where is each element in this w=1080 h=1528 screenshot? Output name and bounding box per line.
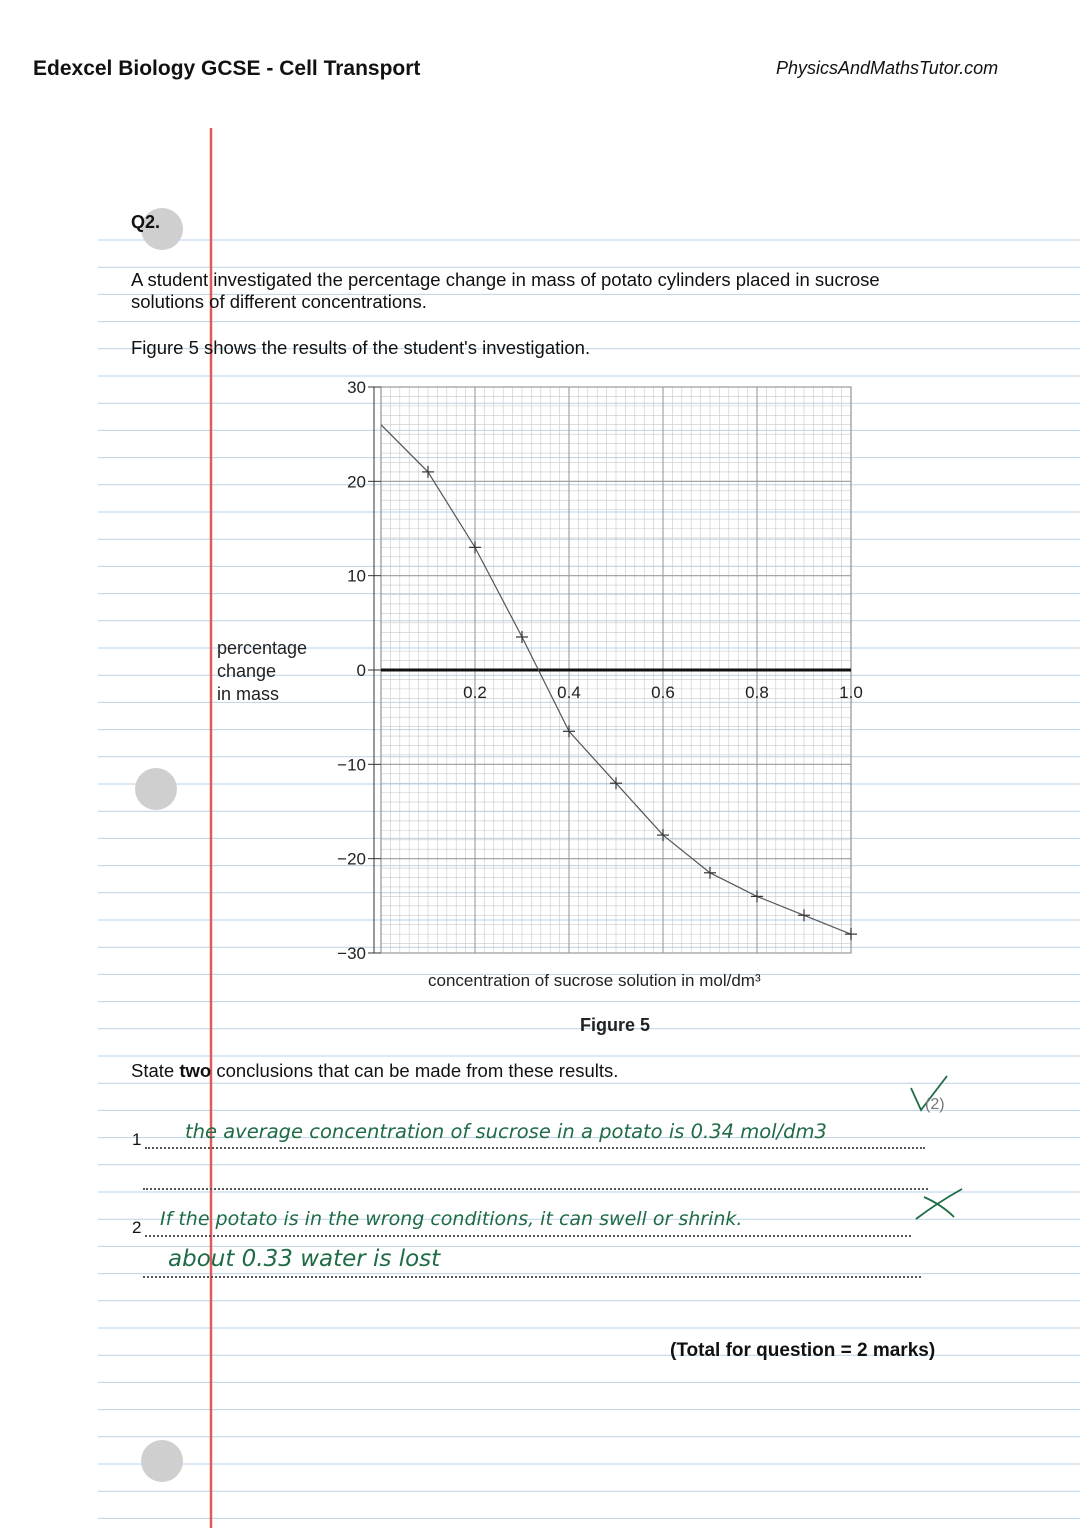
answer-2-dotted-line (145, 1235, 911, 1237)
answer-2-number: 2 (132, 1218, 142, 1237)
y-tick-label: 0 (356, 661, 366, 680)
chart-x-tick-labels (463, 683, 863, 702)
data-point-cross (798, 909, 810, 921)
document-title: Edexcel Biology GCSE - Cell Transport (33, 57, 421, 80)
x-tick-label: 0.4 (557, 683, 581, 702)
data-point-cross (751, 890, 763, 902)
data-point-cross (845, 928, 857, 940)
answer-1-handwriting: the average concentration of sucrose in a potato is 0.34 mol/dm3 (185, 1120, 827, 1143)
series-points (422, 466, 857, 940)
data-point-cross (704, 867, 716, 879)
chart-y-axis-ticks (368, 387, 381, 953)
x-tick-label: 0.2 (463, 683, 487, 702)
answer-blank-dotted-line (143, 1188, 928, 1190)
y-tick-label: 20 (347, 472, 366, 492)
x-tick-label: 1.0 (839, 683, 863, 702)
question-marks: (2) (925, 1096, 945, 1113)
y-tick-label: −10 (337, 755, 366, 775)
answer-1-dotted-line (145, 1147, 925, 1149)
y-tick-label: −20 (337, 849, 366, 869)
data-point-cross (469, 541, 481, 553)
chart-y-axis-label-line-3: in mass (217, 684, 280, 704)
answer-1-number: 1 (132, 1130, 142, 1149)
question-stem-line-2: solutions of different concentrations. (131, 291, 427, 312)
question-stem-line-1: A student investigated the percentage change in mass of potato cylinders placed in sucrose (131, 269, 880, 290)
figure-intro: Figure 5 shows the results of the student's investigation. (131, 337, 591, 358)
binder-hole-bottom (141, 1440, 183, 1482)
y-tick-label: 10 (347, 566, 366, 586)
x-tick-label: 0.8 (745, 683, 769, 702)
chart-x-axis-label: concentration of sucrose solution in mol/dm³ (428, 971, 761, 990)
chart-y-tick-labels (337, 378, 366, 963)
instruction-pre: State (131, 1060, 180, 1081)
chart-y-axis-label-line-1: percentage (217, 638, 308, 658)
instruction-post: conclusions that can be made from these results. (211, 1060, 619, 1081)
site-name: PhysicsAndMathsTutor.com (776, 58, 999, 78)
cross-mark-icon (912, 1183, 967, 1223)
answer-2-handwriting-line-1: If the potato is in the wrong conditions, it can swell or shrink. (160, 1208, 743, 1230)
question-number: Q2. (131, 212, 161, 232)
answer-2-handwriting-line-2: about 0.33 water is lost (168, 1246, 441, 1272)
total-marks: (Total for question = 2 marks) (670, 1340, 936, 1361)
instruction-bold: two (179, 1060, 212, 1081)
y-tick-label: 30 (347, 378, 366, 397)
data-point-cross (516, 631, 528, 643)
y-tick-label: −30 (337, 944, 366, 963)
question-instruction (131, 1060, 618, 1082)
x-tick-label: 0.6 (651, 683, 675, 702)
chart-title: Figure 5 (580, 1015, 651, 1035)
chart-y-axis-label-line-2: change (217, 661, 277, 681)
answer-2-dotted-line-2 (143, 1276, 921, 1278)
